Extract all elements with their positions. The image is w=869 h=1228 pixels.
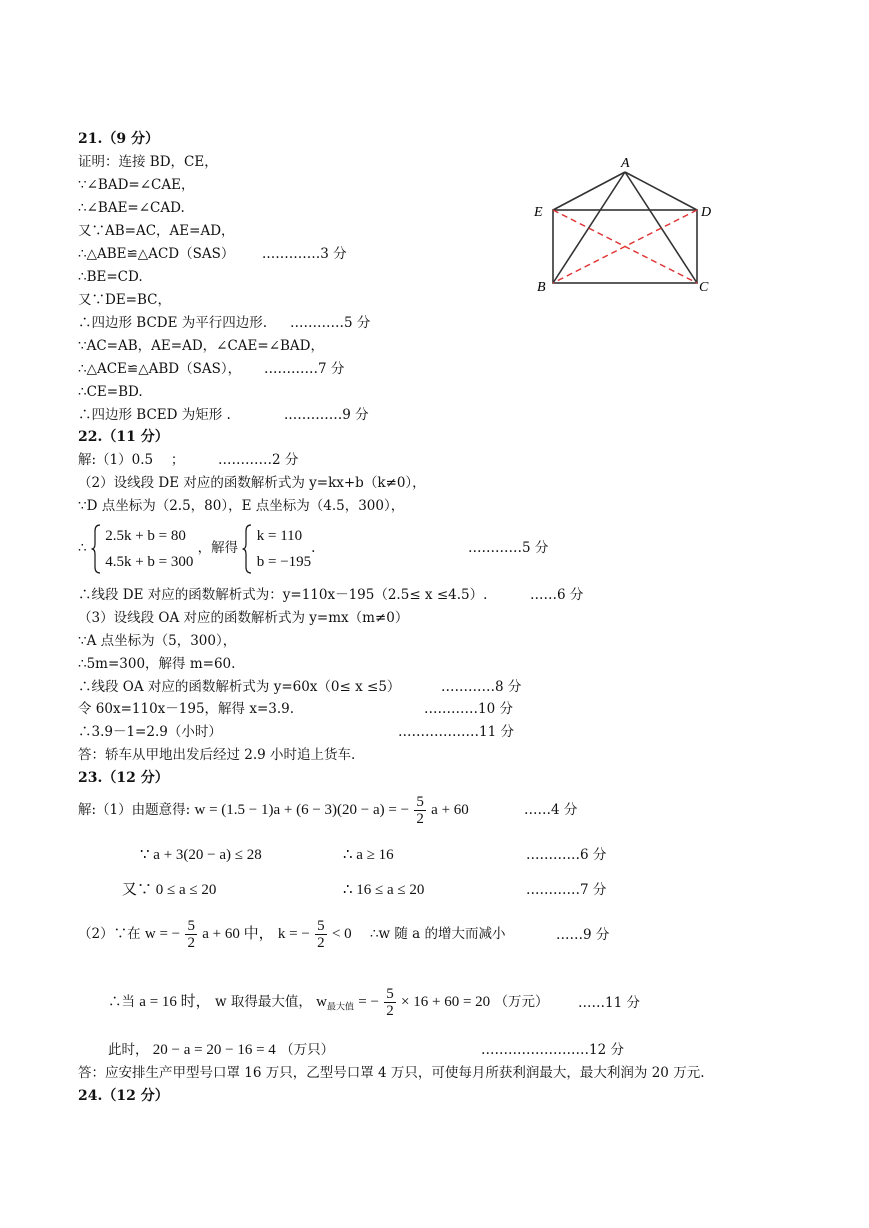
q21-line-9: ∵AC=AB，AE=AD，∠CAE=∠BAD， [78,338,324,354]
left-brace-icon [91,524,101,574]
q23-profit-tail: a + 60 [431,802,469,818]
q21-line-1: 证明：连接 BD，CE， [78,154,218,170]
q22-score-5: …………5 分 [468,540,549,556]
segment-ae [553,172,625,210]
q23-line-4-prefix: （2）∵在 [78,926,141,942]
q21-line-10: ∴△ACE≌△ABD（SAS）， [78,361,242,377]
fraction-five-halves: $\frac{5}{2}$ [317,918,325,951]
q21-score-7: …………7 分 [264,361,345,377]
q21-header: 21.（9 分） [78,131,159,147]
q21-line-5: ∴△ABE≌△ACD（SAS） [78,246,235,262]
q23-score-12: ……………………12 分 [481,1042,624,1058]
q21-geometry-figure [525,152,725,302]
q22-line-5: ∴线段 DE 对应的函数解析式为：y=110x－195（2.5≤ x ≤4.5）. [78,587,488,603]
q23-score-11: ……11 分 [578,995,640,1011]
q23-score-4: ……4 分 [524,802,578,818]
equation-2: 4.5k + b = 300 [105,553,194,570]
q22-header: 22.（11 分） [78,429,169,445]
q23-max-tail: × 16 + 60 = 20 [401,994,491,1010]
q23-b-expression: 20 − a = 20 − 16 = 4 [152,1042,276,1058]
q24-header: 24.（12 分） [78,1088,169,1104]
q21-line-2: ∵∠BAD=∠CAE， [78,177,195,193]
q23-line-5-prefix: ∴当 [108,994,135,1010]
q22-score-2: …………2 分 [218,452,299,468]
label-c: C [699,280,709,295]
q23-score-7: …………7 分 [526,882,607,898]
q23-line-6 [108,1041,334,1059]
q23-line-4 [78,916,506,952]
q22-line-9: ∴线段 OA 对应的函数解析式为 y=60x（0≤ x ≤5） [78,679,401,695]
segment-ad [625,172,697,210]
q23-max-expression: = − [358,994,379,1010]
q23-line-5 [108,984,548,1026]
solution-k: k = 110 [256,527,303,544]
fraction-five-halves: $\frac{5}{2}$ [386,986,394,1019]
q21-score-9: .…………9 分 [284,407,369,423]
label-e: E [534,205,543,220]
q22-line-2: （2）设线段 DE 对应的函数解析式为 y=kx+b（k≠0）， [78,475,426,491]
q23-w-symbol: w [316,994,327,1010]
q22-score-11: ………………11 分 [398,724,514,740]
label-b: B [537,280,546,295]
q23-line-6-prefix: 此时， [108,1042,149,1058]
q23-result-1: ∴ a ≥ 16 [343,847,394,863]
q23-a-value: a = 16 时， [139,994,211,1010]
label-d: D [701,205,712,220]
q23-line-1 [78,792,469,828]
q22-line-3: ∵D 点坐标为（2.5，80），E 点坐标为（4.5，300）， [78,498,405,514]
q21-line-7: 又∵DE=BC， [78,292,171,308]
q22-score-6: ……6 分 [530,587,584,603]
q23-monotonic-text: ∴w 随 a 的增大而减小 [369,926,506,942]
q23-score-6: …………6 分 [526,847,607,863]
q21-line-3: ∴∠BAE=∠CAD. [78,200,185,216]
q23-unit-wanzhi: （万只） [280,1042,335,1058]
therefore-symbol: ∴ [78,540,87,556]
q23-w-expression: w = − [144,926,181,942]
q23-profit-expression: w = (1.5 − 1)a + (6 − 3)(20 − a) = − [194,802,410,818]
q22-score-8: …………8 分 [441,679,522,695]
q23-unit-wanyuan: （万元） [494,994,549,1010]
q21-line-6: ∴BE=CD. [78,269,143,285]
q22-line-6: （3）设线段 OA 对应的函数解析式为 y=mx（m≠0） [78,610,409,626]
solution-b: b = −195 [256,553,312,570]
equation-1: 2.5k + b = 80 [105,527,186,544]
fraction-five-halves: $\frac{5}{2}$ [187,918,195,951]
label-a: A [621,156,630,171]
q23-line-1-prefix: 解:（1）由题意得: [78,802,191,818]
q23-w-subscript: 最大值 [326,1002,354,1013]
q22-equation-system: ∴ 2.5k + b = 80 4.5k + b = 300 ，解得 k = 110 b = −195 . [78,522,315,574]
q23-w-tail: a + 60 中， [202,926,274,942]
solve-text: ，解得 [197,540,239,556]
q22-line-7: ∵A 点坐标为（5，300）， [78,633,237,649]
q21-score-3: .…………3 分 [262,246,347,262]
q21-line-12: ∴四边形 BCED 为矩形 . [78,407,231,423]
q22-line-10: 令 60x=110x－195，解得 x=3.9. [78,701,295,717]
q23-score-9: ……9 分 [556,927,610,943]
q23-max-text: w 取得最大值， [214,994,312,1010]
q22-line-11: ∴3.9－1=2.9（小时） [78,724,222,740]
q23-k-expression: k = − [277,926,310,942]
q21-line-4: 又∵AB=AC，AE=AD， [78,223,235,239]
q23-inequality-2: 又∵ 0 ≤ a ≤ 20 [122,882,217,898]
q22-score-10: …………10 分 [424,701,513,717]
q21-score-5: …………5 分 [290,315,371,331]
q23-header: 23.（12 分） [78,770,169,786]
q21-line-8: ∴四边形 BCDE 为平行四边形. [78,315,268,331]
q21-line-11: ∴CE=BD. [78,384,143,400]
q23-inequality-1: ∵ a + 3(20 − a) ≤ 28 [140,847,262,863]
left-brace-icon [242,524,252,574]
q22-line-8: ∴5m=300，解得 m=60. [78,656,236,672]
fraction-five-halves: $\frac{5}{2}$ [416,794,424,827]
q23-result-2: ∴ 16 ≤ a ≤ 20 [343,882,425,898]
q22-line-1: 解:（1）0.5 ； [78,452,185,468]
q23-k-tail: < 0 [331,926,352,942]
q22-answer: 答：轿车从甲地出发后经过 2.9 小时追上货车. [78,747,356,763]
q23-answer: 答：应安排生产甲型号口罩 16 万只，乙型号口罩 4 万只，可使每月所获利润最大，最大利润为 20 万元. [78,1065,705,1081]
